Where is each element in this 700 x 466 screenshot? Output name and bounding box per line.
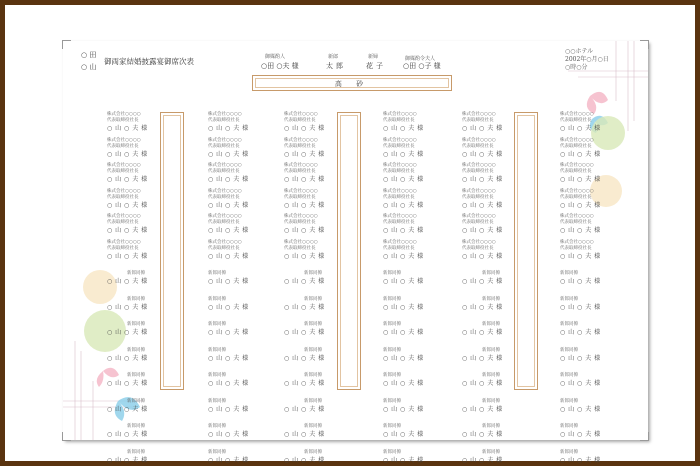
bride-family-name: ○ 山 (81, 63, 97, 71)
guest-company: 株式会社○○○○ (462, 112, 496, 117)
guest-table-3 (514, 112, 538, 390)
guest-name: ○ 山 ○ 夫 様 (208, 329, 249, 336)
guest-name: ○ 山 ○ 夫 様 (107, 405, 148, 413)
guest-company: 株式会社○○○○ (462, 188, 496, 194)
guest-name: ○ 山 ○ 夫 様 (560, 201, 601, 209)
guest-relation: 新郎同僚 (383, 296, 401, 302)
guest-position: 代表取締役社長 (560, 169, 592, 174)
guest-name: ○ 山 ○ 夫 様 (462, 456, 503, 464)
guest-name: ○ 山 ○ 夫 様 (107, 456, 148, 464)
guest-name: ○ 山 ○ 夫 様 (284, 354, 325, 362)
guest-name: ○ 山 ○ 夫 様 (208, 125, 249, 132)
crop-mark (640, 432, 649, 441)
guest-name: ○ 山 ○ 夫 様 (462, 201, 503, 209)
guest-name: ○ 山 ○ 夫 様 (284, 227, 325, 234)
guest-name: ○ 山 ○ 夫 様 (560, 125, 601, 132)
guest-relation: 新郎同僚 (560, 424, 578, 429)
guest-position: 代表取締役社長 (208, 245, 240, 251)
guest-name: ○ 山 ○ 夫 様 (284, 278, 325, 285)
guest-relation: 新郎同僚 (383, 271, 401, 276)
guest-name: ○ 山 ○ 夫 様 (560, 354, 601, 362)
guest-relation: 新郎同僚 (383, 322, 401, 327)
guest-position: 代表取締役社長 (107, 220, 139, 225)
guest-relation: 新郎同僚 (560, 347, 578, 353)
guest-position: 代表取締役社長 (462, 118, 494, 123)
guest-relation: 新郎同僚 (482, 424, 500, 429)
guest-position: 代表取締役社長 (107, 143, 139, 149)
guest-relation: 新郎同僚 (127, 271, 145, 276)
guest-name: ○ 山 ○ 夫 様 (107, 329, 148, 336)
guest-relation: 新郎同僚 (383, 398, 401, 404)
groom-name: 太郎 (326, 62, 346, 70)
guest-name: ○ 山 ○ 夫 様 (383, 176, 424, 183)
guest-name: ○ 山 ○ 夫 様 (107, 125, 148, 132)
guest-company: 株式会社○○○○ (462, 163, 496, 168)
matchmaker-wife-label: 御媒酌令夫人 (405, 56, 436, 62)
head-table (252, 75, 452, 91)
venue-name: ○○ホテル (565, 48, 594, 55)
guest-name: ○ 山 ○ 夫 様 (208, 201, 249, 209)
matchmaker-wife-name: ○田 ○子 様 (403, 62, 441, 70)
guest-name: ○ 山 ○ 夫 様 (383, 150, 424, 158)
guest-name: ○ 山 ○ 夫 様 (462, 303, 503, 311)
guest-position: 代表取締役社長 (560, 220, 592, 225)
guest-name: ○ 山 ○ 夫 様 (383, 354, 424, 362)
guest-relation: 新郎同僚 (127, 398, 145, 404)
guest-name: ○ 山 ○ 夫 様 (462, 431, 503, 438)
guest-position: 代表取締役社長 (107, 245, 139, 251)
guest-relation: 新郎同僚 (208, 271, 226, 276)
guest-company: 株式会社○○○○ (208, 137, 242, 143)
guest-name: ○ 山 ○ 夫 様 (383, 278, 424, 285)
head-table-label: 高 砂 (334, 80, 370, 88)
guest-relation: 新郎同僚 (560, 398, 578, 404)
guest-name: ○ 山 ○ 夫 様 (383, 125, 424, 132)
guest-name: ○ 山 ○ 夫 様 (107, 227, 148, 234)
guest-position: 代表取締役社長 (383, 245, 415, 251)
guest-relation: 新郎同僚 (208, 424, 226, 429)
guest-company: 株式会社○○○○ (208, 214, 242, 219)
guest-company: 株式会社○○○○ (383, 163, 417, 168)
event-date: 2002年○月○日 (565, 56, 609, 63)
guest-name: ○ 山 ○ 夫 様 (284, 303, 325, 311)
guest-position: 代表取締役社長 (462, 220, 494, 225)
guest-relation: 新郎同僚 (560, 271, 578, 276)
guest-company: 株式会社○○○○ (383, 214, 417, 219)
guest-name: ○ 山 ○ 夫 様 (462, 227, 503, 234)
guest-relation: 新郎同僚 (127, 449, 145, 455)
guest-company: 株式会社○○○○ (107, 188, 141, 194)
guest-name: ○ 山 ○ 夫 様 (284, 405, 325, 413)
guest-name: ○ 山 ○ 夫 様 (208, 252, 249, 260)
guest-relation: 新郎同僚 (383, 347, 401, 353)
guest-name: ○ 山 ○ 夫 様 (284, 150, 325, 158)
guest-position: 代表取締役社長 (462, 245, 494, 251)
guest-position: 代表取締役社長 (284, 169, 316, 174)
guest-position: 代表取締役社長 (284, 118, 316, 123)
guest-name: ○ 山 ○ 夫 様 (107, 431, 148, 438)
groom-family-name: ○ 田 (81, 51, 97, 59)
matchmaker-label: 御媒酌人 (265, 54, 286, 60)
guest-relation: 新郎同僚 (560, 322, 578, 327)
guest-relation: 新郎同僚 (304, 449, 322, 455)
guest-relation: 新郎同僚 (127, 322, 145, 327)
guest-company: 株式会社○○○○ (284, 239, 318, 245)
guest-name: ○ 山 ○ 夫 様 (107, 354, 148, 362)
guest-relation: 新郎同僚 (482, 449, 500, 455)
guest-name: ○ 山 ○ 夫 様 (107, 252, 148, 260)
bride-name: 花子 (366, 62, 386, 70)
guest-name: ○ 山 ○ 夫 様 (462, 150, 503, 158)
guest-name: ○ 山 ○ 夫 様 (208, 405, 249, 413)
guest-name: ○ 山 ○ 夫 様 (383, 329, 424, 336)
guest-position: 代表取締役社長 (284, 220, 316, 225)
guest-name: ○ 山 ○ 夫 様 (208, 354, 249, 362)
guest-company: 株式会社○○○○ (560, 163, 594, 168)
guest-name: ○ 山 ○ 夫 様 (208, 380, 249, 387)
guest-name: ○ 山 ○ 夫 様 (284, 431, 325, 438)
guest-position: 代表取締役社長 (560, 245, 592, 251)
guest-company: 株式会社○○○○ (107, 163, 141, 168)
guest-name: ○ 山 ○ 夫 様 (208, 456, 249, 464)
guest-name: ○ 山 ○ 夫 様 (462, 252, 503, 260)
guest-name: ○ 山 ○ 夫 様 (284, 201, 325, 209)
guest-relation: 新郎同僚 (482, 398, 500, 404)
guest-name: ○ 山 ○ 夫 様 (462, 354, 503, 362)
guest-position: 代表取締役社長 (284, 143, 316, 149)
guest-company: 株式会社○○○○ (560, 112, 594, 117)
guest-position: 代表取締役社長 (462, 143, 494, 149)
guest-name: ○ 山 ○ 夫 様 (383, 431, 424, 438)
guest-name: ○ 山 ○ 夫 様 (383, 227, 424, 234)
guest-relation: 新郎同僚 (127, 373, 145, 378)
guest-relation: 新郎同僚 (304, 296, 322, 302)
guest-relation: 新郎同僚 (208, 322, 226, 327)
guest-name: ○ 山 ○ 夫 様 (107, 380, 148, 387)
guest-name: ○ 山 ○ 夫 様 (383, 303, 424, 311)
guest-company: 株式会社○○○○ (107, 137, 141, 143)
guest-name: ○ 山 ○ 夫 様 (383, 201, 424, 209)
guest-position: 代表取締役社長 (107, 169, 139, 174)
guest-company: 株式会社○○○○ (383, 137, 417, 143)
guest-name: ○ 山 ○ 夫 様 (383, 252, 424, 260)
guest-name: ○ 山 ○ 夫 様 (383, 380, 424, 387)
guest-name: ○ 山 ○ 夫 様 (560, 431, 601, 438)
groom-label: 新郎 (328, 54, 339, 60)
guest-name: ○ 山 ○ 夫 様 (284, 380, 325, 387)
guest-position: 代表取締役社長 (383, 220, 415, 225)
guest-company: 株式会社○○○○ (383, 239, 417, 245)
matchmaker-name: ○田 ○夫 様 (261, 62, 299, 70)
crop-mark (62, 40, 71, 49)
guest-name: ○ 山 ○ 夫 様 (107, 201, 148, 209)
guest-name: ○ 山 ○ 夫 様 (208, 150, 249, 158)
guest-name: ○ 山 ○ 夫 様 (208, 303, 249, 311)
guest-relation: 新郎同僚 (560, 449, 578, 455)
guest-name: ○ 山 ○ 夫 様 (383, 405, 424, 413)
guest-company: 株式会社○○○○ (284, 163, 318, 168)
guest-relation: 新郎同僚 (304, 424, 322, 429)
guest-company: 株式会社○○○○ (284, 112, 318, 117)
guest-position: 代表取締役社長 (208, 169, 240, 174)
guest-name: ○ 山 ○ 夫 様 (560, 252, 601, 260)
guest-name: ○ 山 ○ 夫 様 (284, 252, 325, 260)
guest-company: 株式会社○○○○ (107, 112, 141, 117)
guest-company: 株式会社○○○○ (208, 163, 242, 168)
guest-name: ○ 山 ○ 夫 様 (462, 380, 503, 387)
guest-relation: 新郎同僚 (482, 322, 500, 327)
guest-name: ○ 山 ○ 夫 様 (560, 278, 601, 285)
guest-position: 代表取締役社長 (383, 169, 415, 174)
guest-name: ○ 山 ○ 夫 様 (560, 176, 601, 183)
guest-position: 代表取締役社長 (208, 118, 240, 123)
guest-company: 株式会社○○○○ (107, 239, 141, 245)
guest-relation: 新郎同僚 (208, 398, 226, 404)
guest-company: 株式会社○○○○ (560, 188, 594, 194)
guest-relation: 新郎同僚 (127, 347, 145, 353)
guest-position: 代表取締役社長 (284, 194, 316, 200)
guest-position: 代表取締役社長 (208, 194, 240, 200)
guest-name: ○ 山 ○ 夫 様 (208, 431, 249, 438)
guest-company: 株式会社○○○○ (208, 112, 242, 117)
guest-relation: 新郎同僚 (383, 449, 401, 455)
guest-relation: 新郎同僚 (127, 296, 145, 302)
guest-relation: 新郎同僚 (560, 373, 578, 378)
guest-name: ○ 山 ○ 夫 様 (560, 405, 601, 413)
guest-company: 株式会社○○○○ (208, 239, 242, 245)
guest-name: ○ 山 ○ 夫 様 (462, 125, 503, 132)
guest-name: ○ 山 ○ 夫 様 (560, 456, 601, 464)
event-time: ○時○分 (565, 64, 588, 71)
guest-relation: 新郎同僚 (127, 424, 145, 429)
guest-position: 代表取締役社長 (462, 169, 494, 174)
guest-relation: 新郎同僚 (304, 322, 322, 327)
guest-company: 株式会社○○○○ (383, 188, 417, 194)
guest-name: ○ 山 ○ 夫 様 (560, 227, 601, 234)
guest-name: ○ 山 ○ 夫 様 (284, 456, 325, 464)
guest-company: 株式会社○○○○ (284, 188, 318, 194)
guest-name: ○ 山 ○ 夫 様 (560, 150, 601, 158)
guest-relation: 新郎同僚 (208, 373, 226, 378)
bride-label: 新婦 (368, 54, 379, 60)
guest-company: 株式会社○○○○ (284, 137, 318, 143)
guest-relation: 新郎同僚 (482, 271, 500, 276)
guest-position: 代表取締役社長 (383, 143, 415, 149)
guest-position: 代表取締役社長 (383, 194, 415, 200)
guest-name: ○ 山 ○ 夫 様 (560, 380, 601, 387)
guest-relation: 新郎同僚 (208, 296, 226, 302)
guest-company: 株式会社○○○○ (208, 188, 242, 194)
guest-name: ○ 山 ○ 夫 様 (107, 303, 148, 311)
guest-company: 株式会社○○○○ (560, 137, 594, 143)
guest-name: ○ 山 ○ 夫 様 (462, 329, 503, 336)
guest-position: 代表取締役社長 (560, 194, 592, 200)
decorative-pattern-left (63, 261, 163, 440)
guest-name: ○ 山 ○ 夫 様 (107, 176, 148, 183)
guest-name: ○ 山 ○ 夫 様 (284, 125, 325, 132)
guest-company: 株式会社○○○○ (462, 137, 496, 143)
guest-name: ○ 山 ○ 夫 様 (208, 227, 249, 234)
guest-relation: 新郎同僚 (482, 296, 500, 302)
guest-company: 株式会社○○○○ (462, 214, 496, 219)
guest-name: ○ 山 ○ 夫 様 (284, 329, 325, 336)
document-title: 御両家結婚披露宴御席次表 (104, 57, 194, 66)
guest-company: 株式会社○○○○ (462, 239, 496, 245)
guest-table-1 (160, 112, 184, 390)
guest-relation: 新郎同僚 (383, 424, 401, 429)
guest-company: 株式会社○○○○ (107, 214, 141, 219)
guest-company: 株式会社○○○○ (560, 214, 594, 219)
guest-position: 代表取締役社長 (107, 194, 139, 200)
guest-position: 代表取締役社長 (560, 118, 592, 123)
guest-relation: 新郎同僚 (560, 296, 578, 302)
guest-name: ○ 山 ○ 夫 様 (208, 176, 249, 183)
guest-relation: 新郎同僚 (304, 347, 322, 353)
guest-name: ○ 山 ○ 夫 様 (462, 405, 503, 413)
guest-name: ○ 山 ○ 夫 様 (284, 176, 325, 183)
guest-position: 代表取締役社長 (208, 143, 240, 149)
guest-table-2 (337, 112, 361, 390)
guest-name: ○ 山 ○ 夫 様 (462, 278, 503, 285)
guest-company: 株式会社○○○○ (383, 112, 417, 117)
guest-position: 代表取締役社長 (107, 118, 139, 123)
guest-name: ○ 山 ○ 夫 様 (462, 176, 503, 183)
guest-relation: 新郎同僚 (208, 449, 226, 455)
guest-relation: 新郎同僚 (482, 373, 500, 378)
guest-relation: 新郎同僚 (208, 347, 226, 353)
guest-relation: 新郎同僚 (304, 398, 322, 404)
guest-company: 株式会社○○○○ (560, 239, 594, 245)
guest-name: ○ 山 ○ 夫 様 (560, 329, 601, 336)
guest-position: 代表取締役社長 (208, 220, 240, 225)
guest-relation: 新郎同僚 (482, 347, 500, 353)
guest-name: ○ 山 ○ 夫 様 (208, 278, 249, 285)
guest-name: ○ 山 ○ 夫 様 (107, 150, 148, 158)
seating-chart-sheet (63, 41, 648, 464)
guest-name: ○ 山 ○ 夫 様 (560, 303, 601, 311)
guest-position: 代表取締役社長 (462, 194, 494, 200)
guest-company: 株式会社○○○○ (284, 214, 318, 219)
guest-position: 代表取締役社長 (284, 245, 316, 251)
guest-relation: 新郎同僚 (304, 271, 322, 276)
guest-position: 代表取締役社長 (560, 143, 592, 149)
guest-name: ○ 山 ○ 夫 様 (107, 278, 148, 285)
guest-relation: 新郎同僚 (383, 373, 401, 378)
guest-relation: 新郎同僚 (304, 373, 322, 378)
guest-name: ○ 山 ○ 夫 様 (383, 456, 424, 464)
guest-position: 代表取締役社長 (383, 118, 415, 123)
